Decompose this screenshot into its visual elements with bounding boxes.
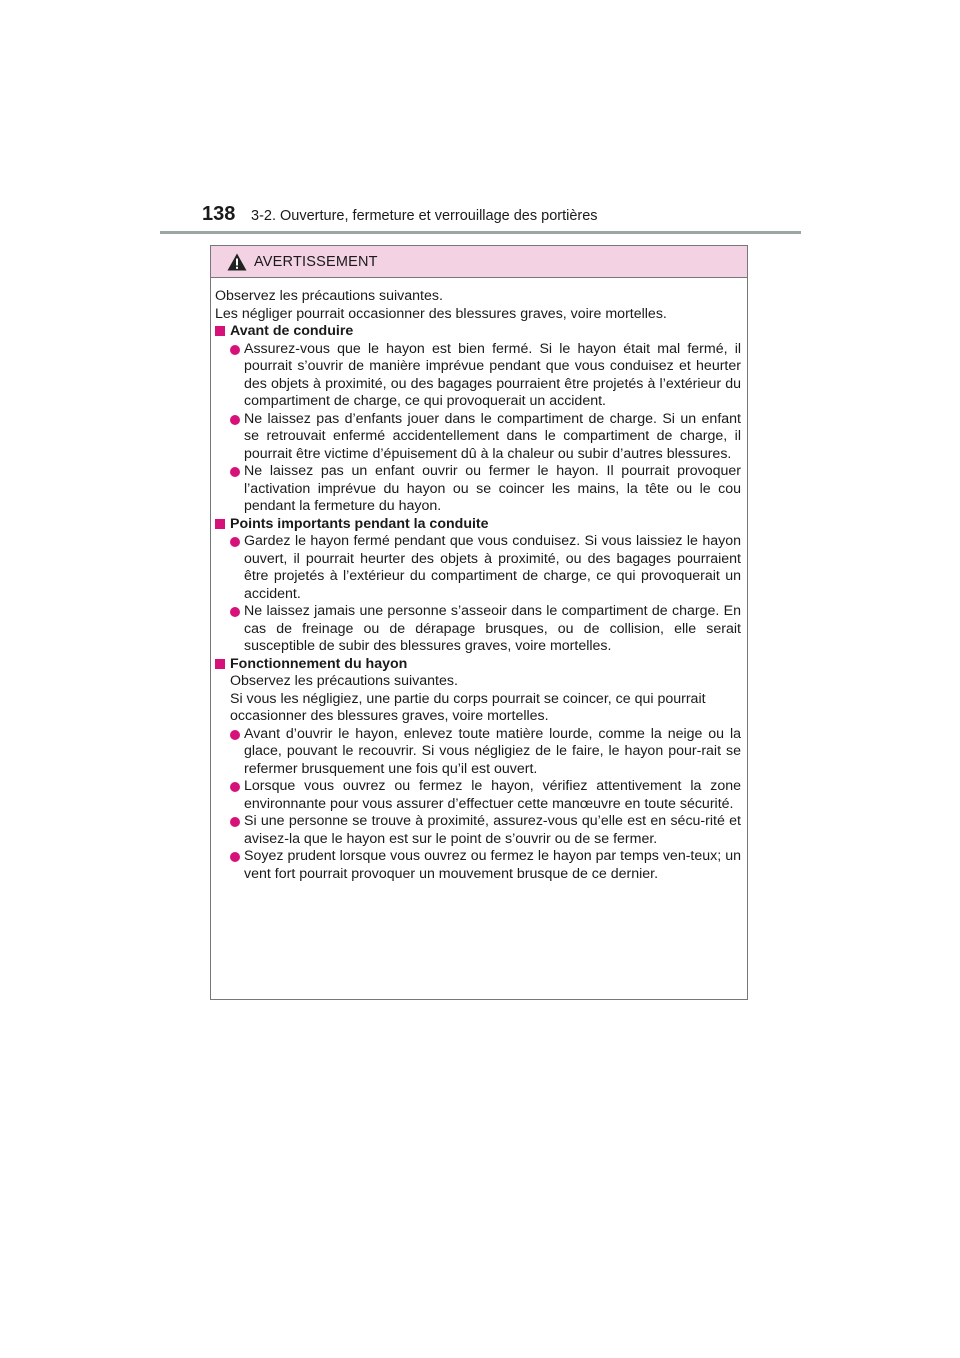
square-bullet-icon [215, 659, 225, 669]
list-item: Soyez prudent lorsque vous ouvrez ou fermez le hayon par temps ven-teux; un vent fort pourrait provoquer un mouvement brusque de ce dernier. [215, 848, 741, 883]
list-item: Gardez le hayon fermé pendant que vous conduisez. Si vous laissiez le hayon ouvert, il pourrait heurter des objets à proximité, ou des bagages pourraient être projetés à l’extérieur du compartiment de charge, ce qui provoquerait un accident. [215, 533, 741, 603]
warning-header [211, 246, 747, 278]
circle-bullet-icon [230, 415, 240, 425]
section-heading: Avant de conduire [215, 323, 741, 341]
intro-line: Observez les précautions suivantes. [215, 288, 443, 304]
section-title: 3-2. Ouverture, fermeture et verrouillage des portières [251, 208, 598, 224]
header-rule [160, 231, 801, 234]
list-item: Assurez-vous que le hayon est bien fermé. Si le hayon était mal fermé, il pourrait s’ouvrir de manière imprévue pendant que vous conduisez et heurter des objets à proximité, ou des bagages pourraient être projetés à l’extérieur du compartiment de charge, ce qui provoquerait un accident. [215, 341, 741, 411]
list-item: Ne laissez pas un enfant ouvrir ou fermer le hayon. Il pourrait provoquer l’activation imprévue du hayon ou se coincer les mains, la tête ou le cou pendant la fermeture du hayon. [215, 463, 741, 516]
circle-bullet-icon [230, 852, 240, 862]
section-heading: Points importants pendant la conduite [215, 516, 741, 534]
warning-box [210, 245, 748, 1000]
list-item: Si une personne se trouve à proximité, assurez-vous qu’elle est en sécu-rité et avisez-la que le hayon est sur le point de s’ouvrir ou de se fermer. [215, 813, 741, 848]
warning-content [215, 288, 741, 883]
list-item: Ne laissez jamais une personne s’asseoir dans le compartiment de charge. En cas de freinage ou de dérapage brusques, ou de collision, elle serait susceptible de subir des blessures graves, voire mortelles. [215, 603, 741, 656]
list-item: Lorsque vous ouvrez ou fermez le hayon, vérifiez attentivement la zone environnante pour vous assurer d’effectuer cette manœuvre en toute sécurité. [215, 778, 741, 813]
circle-bullet-icon [230, 607, 240, 617]
warning-triangle-icon [227, 253, 247, 271]
list-item: Avant d’ouvrir le hayon, enlevez toute matière lourde, comme la neige ou la glace, pouvant le recouvrir. Si vous négligiez de le faire, le hayon pour-rait se refermer brusquement une fois qu’il est ouvert. [215, 726, 741, 779]
section-heading: Fonctionnement du hayon [215, 656, 741, 674]
square-bullet-icon [215, 326, 225, 336]
list-item: Ne laissez pas d’enfants jouer dans le compartiment de charge. Si un enfant se retrouvait enfermé accidentellement dans le compartiment de charge, il pourrait être victime d’épuisement dû à la chaleur ou subir d’autres blessures. [215, 411, 741, 464]
circle-bullet-icon [230, 817, 240, 827]
intro-line: Les négliger pourrait occasionner des blessures graves, voire mortelles. [215, 305, 667, 322]
circle-bullet-icon [230, 782, 240, 792]
circle-bullet-icon [230, 730, 240, 740]
circle-bullet-icon [230, 467, 240, 477]
circle-bullet-icon [230, 345, 240, 355]
square-bullet-icon [215, 519, 225, 529]
section-paragraph: Si vous les négligiez, une partie du corps pourrait se coincer, ce qui pourrait occasionner des blessures graves, voire mortelles. [230, 690, 706, 724]
section-paragraph: Observez les précautions suivantes. [230, 673, 458, 689]
page-header [160, 202, 800, 234]
circle-bullet-icon [230, 537, 240, 547]
page-number: 138 [202, 203, 236, 225]
warning-title: AVERTISSEMENT [254, 254, 378, 270]
